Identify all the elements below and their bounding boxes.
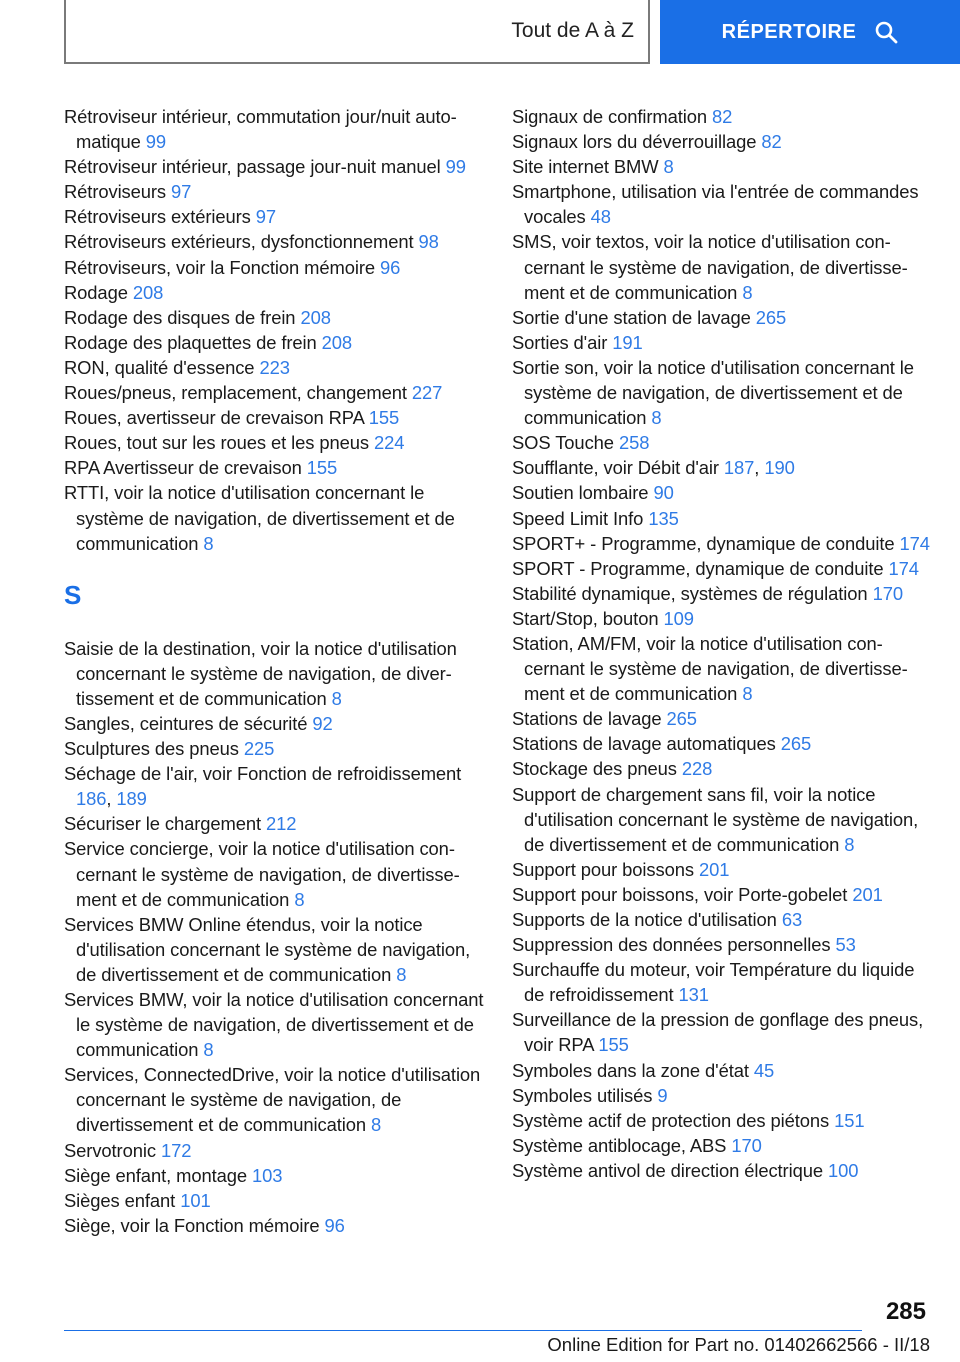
index-entry xyxy=(64,912,484,987)
index-entry xyxy=(64,405,484,430)
index-entry-term: SPORT - Programme, dynamique de conduite xyxy=(512,557,884,579)
index-entry-term: Séchage de l'air, voir Fonction de refroidissement xyxy=(64,763,462,785)
index-entry-term: Sorties d'air xyxy=(512,331,608,353)
index-entry xyxy=(512,556,932,581)
page-number: 285 xyxy=(885,1298,926,1325)
index-entry xyxy=(512,179,932,229)
index-entry xyxy=(512,154,932,179)
page-reference-link[interactable]: 100 xyxy=(827,1159,859,1181)
page-reference-link[interactable]: 96 xyxy=(324,1214,345,1236)
index-entry xyxy=(512,1058,932,1083)
page-reference-link[interactable]: 208 xyxy=(132,281,164,303)
page-reference-link[interactable]: 258 xyxy=(618,432,650,454)
index-entry: Soufflante, voir Débit d'air 187, 190 xyxy=(512,457,795,479)
page-reference-link[interactable]: 109 xyxy=(663,607,694,629)
index-entry-term: Roues/pneus, remplacement, changement xyxy=(64,382,407,404)
index-entry xyxy=(64,1188,484,1213)
page-reference-link[interactable]: 8 xyxy=(663,156,674,178)
page-reference-link[interactable]: 63 xyxy=(781,909,803,930)
index-entry xyxy=(512,731,932,756)
page-reference-link[interactable]: 8 xyxy=(203,532,214,554)
index-entry xyxy=(512,756,932,781)
page-reference-link[interactable]: 224 xyxy=(373,432,405,454)
index-entry xyxy=(64,636,484,711)
index-entry-term: Rodage des plaquettes de frein xyxy=(64,331,317,353)
page-reference-link[interactable]: 82 xyxy=(712,106,733,127)
index-entry xyxy=(64,1213,484,1238)
page-reference-link[interactable]: 155 xyxy=(368,407,400,429)
index-entry xyxy=(64,179,484,204)
footer-divider xyxy=(64,1330,862,1331)
index-entry: Séchage de l'air, voir Fonction de refroidissement 186, 189 xyxy=(64,763,462,810)
index-entry xyxy=(512,480,932,505)
page-reference-link[interactable]: 225 xyxy=(243,738,275,760)
index-entry-term: Système antiblocage, ABS xyxy=(512,1134,727,1156)
index-entry xyxy=(512,104,932,129)
page-reference-link[interactable]: 101 xyxy=(180,1189,211,1211)
page-reference-link[interactable]: 186 xyxy=(76,788,107,810)
index-entry-term: SPORT+ - Programme, dynamique de conduite xyxy=(512,532,895,554)
page-reference-link[interactable]: 174 xyxy=(899,532,930,554)
index-entry-term: Services, ConnectedDrive, voir la notice d'utilisation concernant le système de navigation, de divertissement et de communication xyxy=(64,1064,481,1136)
page-reference-link[interactable]: 212 xyxy=(266,813,297,835)
index-entry xyxy=(64,1062,484,1137)
page-reference-link[interactable]: 201 xyxy=(698,858,730,880)
index-entry-term: Services BMW, voir la notice d'utilisation concernant le système de navigation, de divertissement et de communication xyxy=(64,989,484,1061)
index-entry xyxy=(64,1138,484,1163)
index-entry-term: Rétroviseur intérieur, passage jour-nuit manuel xyxy=(64,156,441,178)
index-entry xyxy=(64,204,484,229)
index-entry xyxy=(64,480,484,555)
index-entry xyxy=(512,1083,932,1108)
index-column-left xyxy=(64,104,484,1238)
index-entry-term: Service concierge, voir la notice d'utilisation concernant le système de navigation, de divertissement et de communication xyxy=(64,838,460,910)
index-entry xyxy=(512,330,932,355)
index-entry xyxy=(512,606,932,631)
page-reference-link[interactable]: 8 xyxy=(294,888,305,910)
page-reference-link[interactable]: 8 xyxy=(203,1039,214,1061)
index-entry xyxy=(512,932,932,957)
index-entry-term: Smartphone, utilisation via l'entrée de commandes vocales xyxy=(512,181,919,228)
index-entry-term: RPA Avertisseur de crevaison xyxy=(64,457,302,479)
index-entry-term: Rodage des disques de frein xyxy=(64,306,296,328)
index-entry-term: Rétroviseurs xyxy=(64,181,167,203)
page-reference-link[interactable]: 135 xyxy=(648,507,679,529)
index-entry-term: Support pour boissons, voir Porte-gobelet xyxy=(512,883,848,905)
index-entry-term: Sécuriser le chargement xyxy=(64,813,262,835)
page-reference-link[interactable]: 97 xyxy=(171,181,192,203)
index-entry-term: Sortie d'une station de lavage xyxy=(512,306,751,328)
index-entry-term: Station, AM/FM, voir la notice d'utilisation concernant le système de navigation, de divertissement et de communication xyxy=(512,632,908,705)
index-entry xyxy=(512,1108,932,1133)
index-entry xyxy=(512,430,932,455)
index-list-s-continued xyxy=(512,104,932,1183)
index-entry xyxy=(512,1158,932,1183)
tab-a-to-z-label: Tout de A à Z xyxy=(511,19,634,42)
page-reference-link[interactable]: 92 xyxy=(312,712,333,734)
index-entry-term: Soutien lombaire xyxy=(512,482,649,504)
page-reference-link[interactable]: 151 xyxy=(834,1109,865,1131)
index-entry xyxy=(64,305,484,330)
index-entry xyxy=(512,706,932,731)
index-entry-term: Stations de lavage automatiques xyxy=(512,733,776,755)
index-entry-term: Stabilité dynamique, systèmes de régulation xyxy=(512,582,868,604)
page-reference-link[interactable]: 45 xyxy=(753,1059,775,1081)
index-entry-term: RON, qualité d'essence xyxy=(64,356,255,378)
index-entry-term: Suppression des données personnelles xyxy=(512,934,831,956)
page-reference-link[interactable]: 8 xyxy=(396,963,407,985)
page-reference-link[interactable]: 98 xyxy=(418,231,439,253)
index-entry-term: Speed Limit Info xyxy=(512,507,644,529)
index-entry xyxy=(512,1007,932,1057)
index-entry xyxy=(64,104,484,154)
index-entry xyxy=(512,857,932,882)
index-entry xyxy=(512,1133,932,1158)
index-entry-term: Support pour boissons xyxy=(512,858,694,880)
page-reference-link[interactable]: 99 xyxy=(445,156,466,178)
index-entry xyxy=(64,1163,484,1188)
index-entry-term: Sangles, ceintures de sécurité xyxy=(64,712,308,734)
page-reference-link[interactable]: 90 xyxy=(653,482,674,504)
page-reference-link[interactable]: 189 xyxy=(116,788,147,810)
index-entry xyxy=(64,836,484,911)
index-entry-term: Stations de lavage xyxy=(512,708,662,730)
index-entry xyxy=(64,229,484,254)
index-entry xyxy=(64,736,484,761)
index-entry xyxy=(64,711,484,736)
index-entry-term: Start/Stop, bouton xyxy=(512,607,659,629)
index-entry xyxy=(64,355,484,380)
page-reference-link[interactable]: 208 xyxy=(321,331,353,353)
index-entry xyxy=(512,581,932,606)
index-entry xyxy=(512,355,932,430)
index-entry-term: Siège enfant, montage xyxy=(64,1164,247,1186)
page-reference-link[interactable]: 8 xyxy=(742,281,753,303)
page-reference-link[interactable]: 82 xyxy=(761,131,782,153)
page-reference-link[interactable]: 8 xyxy=(742,683,753,705)
index-entry xyxy=(512,631,932,706)
index-entry xyxy=(512,907,932,932)
index-entry xyxy=(512,782,932,857)
page-reference-link[interactable]: 97 xyxy=(255,206,277,228)
index-entry xyxy=(512,229,932,304)
index-entry-term: Sièges enfant xyxy=(64,1189,176,1211)
index-entry-term: Signaux lors du déverrouillage xyxy=(512,131,757,153)
page-reference-link[interactable]: 8 xyxy=(844,833,855,855)
index-column-right xyxy=(512,104,932,1183)
section-letter-heading: S xyxy=(64,580,82,611)
index-list-s xyxy=(64,636,484,1238)
index-entry-term: Support de chargement sans fil, voir la notice d'utilisation concernant le système de navigation, de divertissement et de communication xyxy=(512,783,919,855)
index-entry-term: Services BMW Online étendus, voir la notice d'utilisation concernant le système de navigation, de divertissement et de communication xyxy=(64,913,471,985)
page-reference-link[interactable]: 174 xyxy=(888,557,919,579)
page-reference-link[interactable]: 208 xyxy=(300,306,331,328)
index-entry xyxy=(64,255,484,280)
index-entry-term: Rétroviseurs extérieurs xyxy=(64,206,251,228)
index-entry-term: Signaux de confirmation xyxy=(512,106,708,127)
page-reference-link[interactable]: 9 xyxy=(657,1084,668,1106)
index-entry-term: Rétroviseur intérieur, commutation jour/nuit automatique xyxy=(64,106,457,153)
index-entry-term: Site internet BMW xyxy=(512,156,659,178)
page-reference-link[interactable]: 223 xyxy=(259,356,290,378)
page-reference-link[interactable]: 155 xyxy=(598,1034,629,1056)
index-entry-term: SOS Touche xyxy=(512,432,614,454)
page-reference-link[interactable]: 228 xyxy=(681,758,713,780)
tab-index-label: RÉPERTOIRE xyxy=(721,20,857,43)
page-reference-link[interactable]: 99 xyxy=(145,131,167,153)
page-reference-link[interactable]: 53 xyxy=(835,934,856,956)
index-entry-term: Système actif de protection des piétons xyxy=(512,1109,830,1131)
index-entry-term: Roues, avertisseur de crevaison RPA xyxy=(64,407,364,429)
index-entry-term: Roues, tout sur les roues et les pneus xyxy=(64,432,369,454)
page-reference-link[interactable]: 201 xyxy=(852,883,883,905)
index-entry-term: SMS, voir textos, voir la notice d'utilisation concernant le système de navigation, de divertissement et de communication xyxy=(512,231,908,303)
page-reference-link[interactable]: 190 xyxy=(764,457,795,479)
index-entry-term: Rétroviseurs, voir la Fonction mémoire xyxy=(64,256,375,278)
index-entry-term: RTTI, voir la notice d'utilisation concernant le système de navigation, de divertissement et de communication xyxy=(64,482,455,554)
page-reference-link[interactable]: 155 xyxy=(306,457,338,479)
index-entry-term: Rétroviseurs extérieurs, dysfonctionnement xyxy=(64,231,414,253)
index-entry-term: Rodage xyxy=(64,281,128,303)
page-reference-link[interactable]: 103 xyxy=(251,1164,283,1186)
index-entry xyxy=(512,129,932,154)
index-entry xyxy=(64,811,484,836)
index-entry-term: Supports de la notice d'utilisation xyxy=(512,909,777,930)
index-entry xyxy=(64,987,484,1062)
index-entry xyxy=(64,330,484,355)
page-reference-link[interactable]: 170 xyxy=(872,582,903,604)
index-entry xyxy=(512,882,932,907)
index-entry-term: Soufflante, voir Débit d'air xyxy=(512,457,719,479)
page-reference-link[interactable]: 96 xyxy=(380,256,401,278)
index-entry xyxy=(512,305,932,330)
page-reference-link[interactable]: 8 xyxy=(331,687,342,709)
index-entry-term: Symboles dans la zone d'état xyxy=(512,1059,749,1081)
index-entry-term: Symboles utilisés xyxy=(512,1084,653,1106)
page-reference-link[interactable]: 48 xyxy=(590,206,611,228)
page-reference-link[interactable]: 265 xyxy=(755,306,787,328)
index-entry-term: Servotronic xyxy=(64,1139,156,1161)
page-reference-link[interactable]: 8 xyxy=(651,407,662,429)
page-reference-link[interactable]: 187 xyxy=(723,457,755,479)
index-entry xyxy=(64,154,484,179)
index-entry-term: Saisie de la destination, voir la notice d'utilisation concernant le système de navigation, de divertissement et de communication xyxy=(64,637,457,709)
index-entry xyxy=(64,455,484,480)
page-reference-link[interactable]: 265 xyxy=(780,733,812,755)
index-entry-term: Siège, voir la Fonction mémoire xyxy=(64,1214,320,1236)
page-reference-link[interactable]: 191 xyxy=(612,331,643,353)
index-entry-term: Stockage des pneus xyxy=(512,758,677,780)
search-icon[interactable] xyxy=(874,20,898,44)
index-entry xyxy=(64,430,484,455)
index-entry-term: Sculptures des pneus xyxy=(64,738,239,760)
index-entry-term: Surchauffe du moteur, voir Température du liquide de refroidissement xyxy=(512,959,915,1006)
page-reference-link[interactable]: 8 xyxy=(370,1114,382,1136)
index-entry xyxy=(512,957,932,1007)
index-entry-term: Système antivol de direction électrique xyxy=(512,1159,823,1181)
page-reference-link[interactable]: 131 xyxy=(678,984,709,1006)
page-reference-link[interactable]: 170 xyxy=(731,1134,762,1156)
page-reference-link[interactable]: 172 xyxy=(160,1139,192,1161)
edition-footer: Online Edition for Part no. 01402662566 - II/18 xyxy=(547,1334,930,1355)
index-entry xyxy=(512,506,932,531)
index-entry-term: Surveillance de la pression de gonflage des pneus, voir RPA xyxy=(512,1009,924,1056)
index-entry xyxy=(64,280,484,305)
index-list-r xyxy=(64,104,484,556)
page-reference-link[interactable]: 227 xyxy=(411,382,443,404)
index-entry-term: Sortie son, voir la notice d'utilisation concernant le système de navigation, de divertissement et de communication xyxy=(512,356,914,429)
index-entry xyxy=(512,531,932,556)
tab-a-to-z[interactable] xyxy=(64,0,650,64)
tab-index[interactable] xyxy=(660,0,960,64)
page-reference-link[interactable]: 265 xyxy=(666,708,697,730)
index-entry xyxy=(64,380,484,405)
